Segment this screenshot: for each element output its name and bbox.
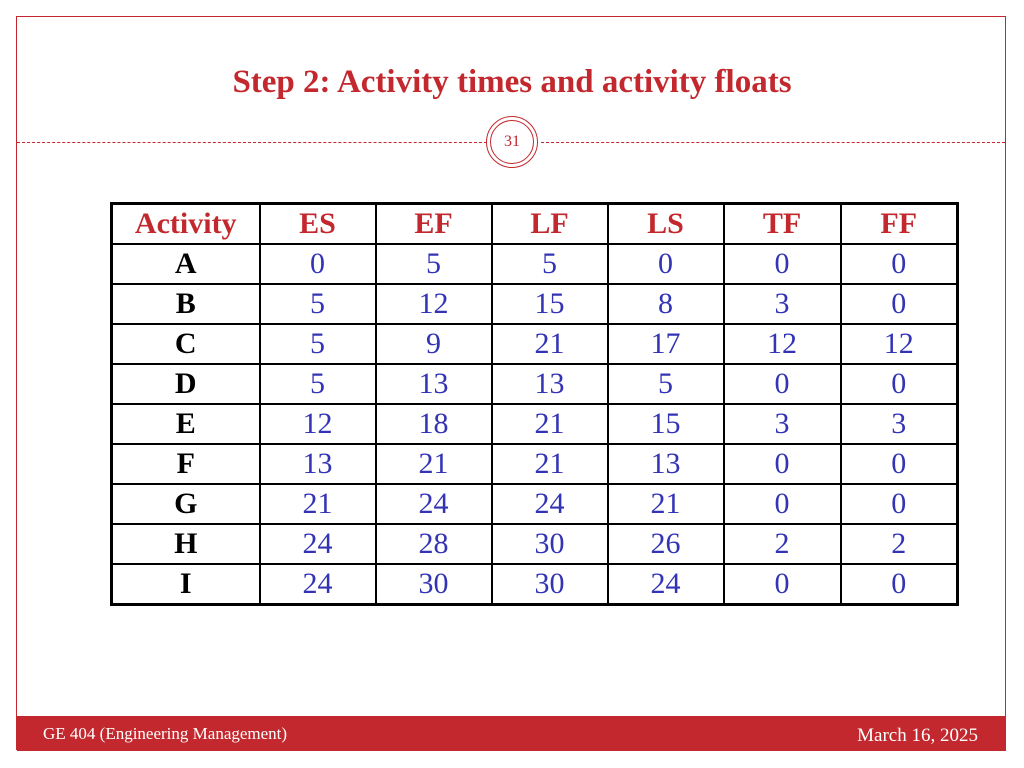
ef-cell: 5 — [376, 244, 492, 284]
es-cell: 21 — [260, 484, 376, 524]
es-cell: 13 — [260, 444, 376, 484]
lf-cell: 13 — [492, 364, 608, 404]
tf-cell: 3 — [724, 404, 841, 444]
ls-cell: 15 — [608, 404, 724, 444]
tf-cell: 0 — [724, 244, 841, 284]
activity-float-table — [110, 202, 959, 606]
table-row — [112, 404, 958, 444]
activity-cell: E — [112, 404, 260, 444]
table-row — [112, 364, 958, 404]
es-cell: 24 — [260, 524, 376, 564]
divider-right — [541, 142, 1005, 143]
activity-cell: C — [112, 324, 260, 364]
lf-cell: 24 — [492, 484, 608, 524]
tf-cell: 2 — [724, 524, 841, 564]
activity-cell: F — [112, 444, 260, 484]
lf-cell: 30 — [492, 524, 608, 564]
tf-cell: 12 — [724, 324, 841, 364]
slide-title: Step 2: Activity times and activity floats — [232, 64, 792, 100]
activity-cell: H — [112, 524, 260, 564]
page-number-badge — [486, 116, 538, 168]
ef-cell: 13 — [376, 364, 492, 404]
activity-cell: A — [112, 244, 260, 284]
ff-cell: 2 — [841, 524, 958, 564]
es-cell: 5 — [260, 284, 376, 324]
ff-cell: 0 — [841, 284, 958, 324]
ff-cell: 0 — [841, 244, 958, 284]
header-ef: EF — [376, 204, 492, 245]
page-number: 31 — [490, 120, 534, 164]
activity-cell: D — [112, 364, 260, 404]
activity-cell: B — [112, 284, 260, 324]
activity-cell: G — [112, 484, 260, 524]
lf-cell: 5 — [492, 244, 608, 284]
header-tf: TF — [724, 204, 841, 245]
ff-cell: 0 — [841, 564, 958, 605]
ef-cell: 12 — [376, 284, 492, 324]
header-lf: LF — [492, 204, 608, 245]
table-row — [112, 444, 958, 484]
ff-cell: 12 — [841, 324, 958, 364]
lf-cell: 15 — [492, 284, 608, 324]
ls-cell: 5 — [608, 364, 724, 404]
ff-cell: 0 — [841, 484, 958, 524]
table-header-row — [112, 204, 958, 245]
ls-cell: 24 — [608, 564, 724, 605]
tf-cell: 0 — [724, 444, 841, 484]
tf-cell: 0 — [724, 484, 841, 524]
header-es: ES — [260, 204, 376, 245]
ef-cell: 21 — [376, 444, 492, 484]
es-cell: 12 — [260, 404, 376, 444]
footer-course: GE 404 (Engineering Management) — [43, 724, 288, 743]
lf-cell: 21 — [492, 324, 608, 364]
header-ls: LS — [608, 204, 724, 245]
table-row — [112, 324, 958, 364]
tf-cell: 0 — [724, 364, 841, 404]
ff-cell: 0 — [841, 444, 958, 484]
ls-cell: 8 — [608, 284, 724, 324]
lf-cell: 21 — [492, 444, 608, 484]
tf-cell: 0 — [724, 564, 841, 605]
header-ff: FF — [841, 204, 958, 245]
tf-cell: 3 — [724, 284, 841, 324]
lf-cell: 21 — [492, 404, 608, 444]
ef-cell: 18 — [376, 404, 492, 444]
table-row — [112, 244, 958, 284]
ff-cell: 3 — [841, 404, 958, 444]
ef-cell: 30 — [376, 564, 492, 605]
es-cell: 5 — [260, 364, 376, 404]
footer-bar — [17, 716, 1006, 751]
ls-cell: 17 — [608, 324, 724, 364]
es-cell: 5 — [260, 324, 376, 364]
ls-cell: 0 — [608, 244, 724, 284]
ef-cell: 24 — [376, 484, 492, 524]
table-row — [112, 564, 958, 605]
table-row — [112, 524, 958, 564]
lf-cell: 30 — [492, 564, 608, 605]
ls-cell: 21 — [608, 484, 724, 524]
ls-cell: 13 — [608, 444, 724, 484]
ef-cell: 28 — [376, 524, 492, 564]
table-row — [112, 284, 958, 324]
es-cell: 0 — [260, 244, 376, 284]
divider-left — [17, 142, 487, 143]
header-activity: Activity — [112, 204, 260, 245]
es-cell: 24 — [260, 564, 376, 605]
ff-cell: 0 — [841, 364, 958, 404]
ls-cell: 26 — [608, 524, 724, 564]
table-row — [112, 484, 958, 524]
footer-date: March 16, 2025 — [857, 725, 978, 746]
activity-cell: I — [112, 564, 260, 605]
ef-cell: 9 — [376, 324, 492, 364]
